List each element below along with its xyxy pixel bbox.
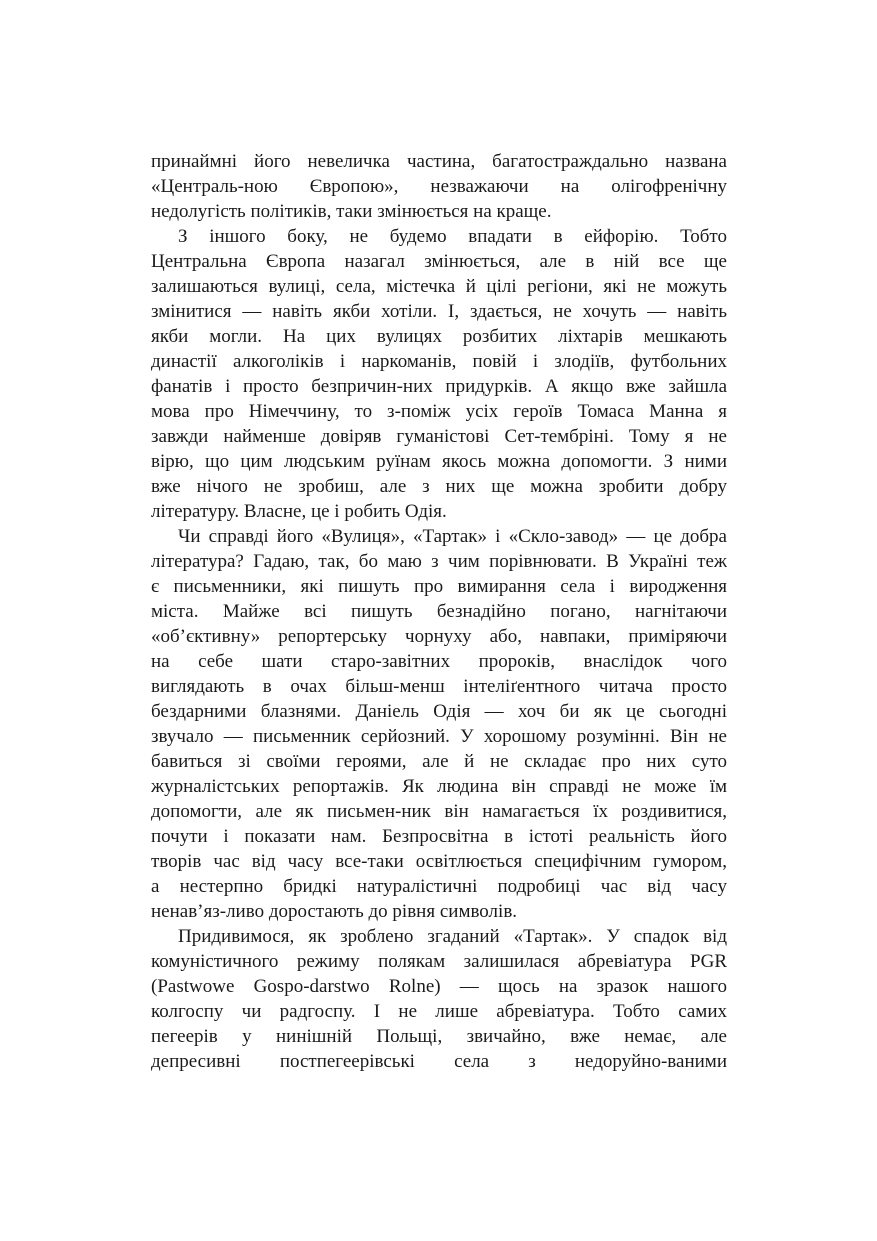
text-line: завжди найменше довіряв гуманістові Сет-тембріні. Тому я не [151, 426, 727, 447]
paragraph [151, 149, 727, 224]
paragraph [151, 224, 727, 524]
text-line: журналістських репортажів. Як людина він справді не може їм [151, 776, 727, 797]
text-line: колгоспу чи радгоспу. І не лише абревіатура. Тобто самих [151, 1001, 727, 1022]
text-line: бавиться зі своїми героями, але й не складає про них суто [151, 751, 727, 772]
text-line: звучало — письменник серйозний. У хорошому розумінні. Він не [151, 726, 727, 747]
text-line: якби могли. На цих вулицях розбитих ліхтарів мешкають [151, 326, 727, 347]
text-line: змінитися — навіть якби хотіли. І, здається, не хочуть — навіть [151, 301, 727, 322]
text-line: допомогти, але як письмен-ник він намагається їх роздивитися, [151, 801, 727, 822]
text-line: пегеерів у нинішній Польщі, звичайно, вже немає, але [151, 1026, 727, 1047]
text-line: почути і показати нам. Безпросвітна в істоті реальність його [151, 826, 727, 847]
text-line: принаймні його невеличка частина, багатостраждально названа [151, 151, 727, 172]
text-line: недолугість політиків, таки змінюється на краще. [151, 201, 552, 222]
text-line: депресивні постпегеерівські села з недоруйно-ваними [151, 1051, 727, 1072]
text-line: фанатів і просто безпричин-них придурків. А якщо вже зайшла [151, 376, 727, 397]
text-line: залишаються вулиці, села, містечка й цілі регіони, які не можуть [151, 276, 727, 297]
text-line: (Pastwowe Gospo-darstwo Rolne) — щось на зразок нашого [151, 976, 727, 997]
text-line: Чи справді його «Вулиця», «Тартак» і «Скло-завод» — це добра [178, 526, 727, 547]
text-line: бездарними блазнями. Даніель Одія — хоч би як це сьогодні [151, 701, 727, 722]
text-line: а нестерпно бридкі натуралістичні подробиці час від часу [151, 876, 727, 897]
text-line: «об’єктивну» репортерську чорнуху або, навпаки, приміряючи [151, 626, 727, 647]
text-line: вірю, що цим людським руїнам якось можна допомогти. З ними [151, 451, 727, 472]
text-line: на себе шати старо-завітних пророків, внаслідок чого [151, 651, 727, 672]
paragraph [151, 524, 727, 924]
text-line: творів час від часу все-таки освітлюється специфічним гумором, [151, 851, 727, 872]
text-line: комуністичного режиму полякам залишилася абревіатура PGR [151, 951, 727, 972]
text-line: вже нічого не зробиш, але з них ще можна зробити добру [151, 476, 727, 497]
text-line: династії алкоголіків і наркоманів, повій і злодіїв, футбольних [151, 351, 727, 372]
text-line: є письменники, які пишуть про вимирання села і виродження [151, 576, 727, 597]
document-page [151, 149, 727, 1074]
text-line: література? Гадаю, так, бо маю з чим порівнювати. В Україні теж [151, 551, 727, 572]
text-line: Придивимося, як зроблено згаданий «Тартак». У спадок від [178, 926, 727, 947]
paragraph [151, 924, 727, 1074]
text-line: літературу. Власне, це і робить Одія. [151, 501, 447, 522]
text-line: міста. Майже всі пишуть безнадійно погано, нагнітаючи [151, 601, 727, 622]
text-line: виглядають в очах більш-менш інтеліґентного читача просто [151, 676, 727, 697]
text-line: «Централь-ною Європою», незважаючи на олігофренічну [151, 176, 727, 197]
text-line: Центральна Європа назагал змінюється, але в ній все ще [151, 251, 727, 272]
text-line: мова про Німеччину, то з-поміж усіх героїв Томаса Манна я [151, 401, 727, 422]
text-line: З іншого боку, не будемо впадати в ейфорію. Тобто [178, 226, 727, 247]
text-line: ненав’яз-ливо доростають до рівня символів. [151, 901, 518, 922]
